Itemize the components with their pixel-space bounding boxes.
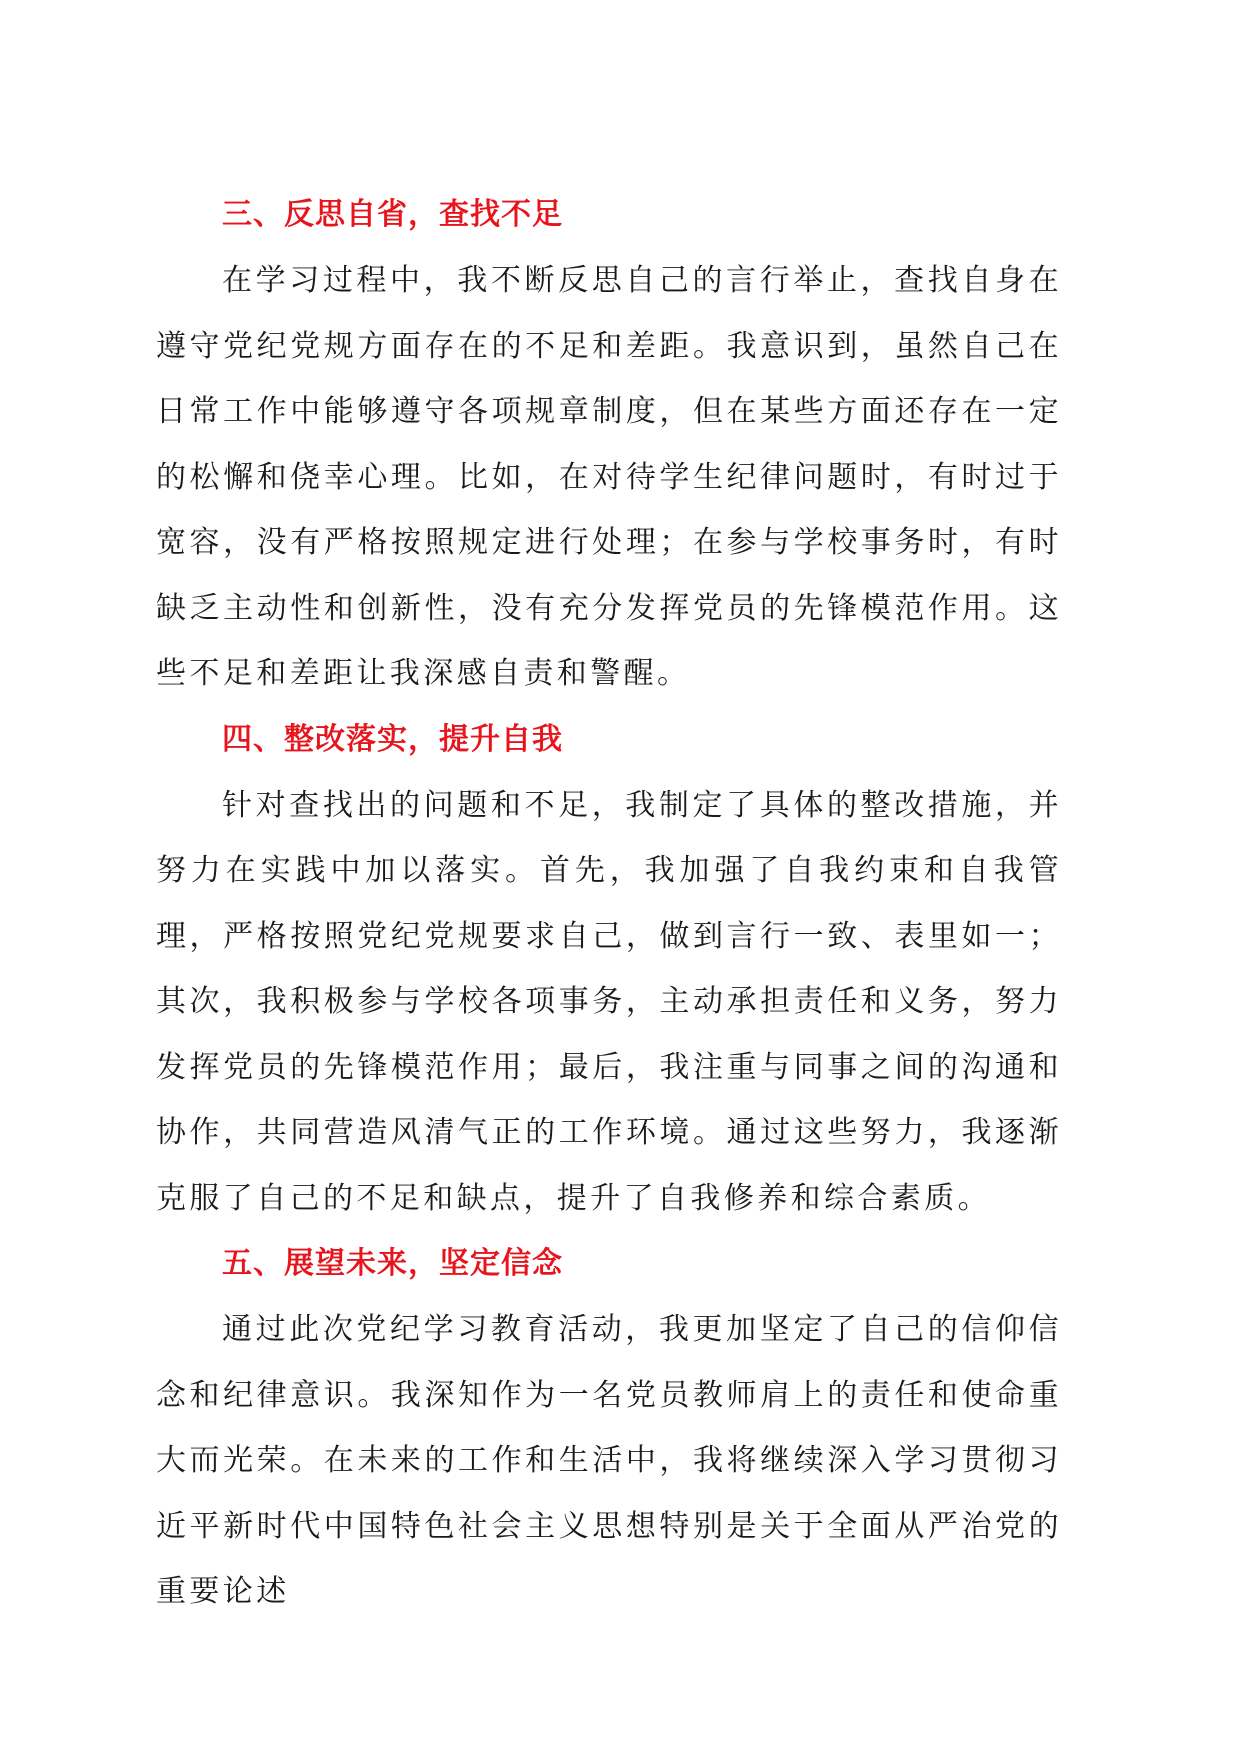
section-paragraph-3: 在学习过程中，我不断反思自己的言行举止，查找自身在遵守党纪党规方面存在的不足和差距。我意识到，虽然自己在日常工作中能够遵守各项规章制度，但在某些方面还存在一定的松懈和侥幸心理。比如，在对待学生纪律问题时，有时过于宽容，没有严格按照规定进行处理；在参与学校事务时，有时缺乏主动性和创新性，没有充分发挥党员的先锋模范作用。这些不足和差距让我深感自责和警醒。	[156, 263, 1062, 691]
section-heading-3: 三、反思自省，查找不足	[222, 197, 563, 232]
document-body	[156, 182, 1062, 1625]
section-paragraph-4: 针对查找出的问题和不足，我制定了具体的整改措施，并努力在实践中加以落实。首先，我加强了自我约束和自我管理，严格按照党纪党规要求自己，做到言行一致、表里如一；其次，我积极参与学校各项事务，主动承担责任和义务，努力发挥党员的先锋模范作用；最后，我注重与同事之间的沟通和协作，共同营造风清气正的工作环境。通过这些努力，我逐渐克服了自己的不足和缺点，提升了自我修养和综合素质。	[156, 787, 1062, 1216]
section-heading-5: 五、展望未来，坚定信念	[222, 1246, 563, 1281]
section-paragraph-5: 通过此次党纪学习教育活动，我更加坚定了自己的信仰信念和纪律意识。我深知作为一名党员教师肩上的责任和使命重大而光荣。在未来的工作和生活中，我将继续深入学习贯彻习近平新时代中国特色社会主义思想特别是关于全面从严治党的重要论述	[156, 1312, 1062, 1609]
section-heading-4: 四、整改落实，提升自我	[222, 721, 563, 757]
